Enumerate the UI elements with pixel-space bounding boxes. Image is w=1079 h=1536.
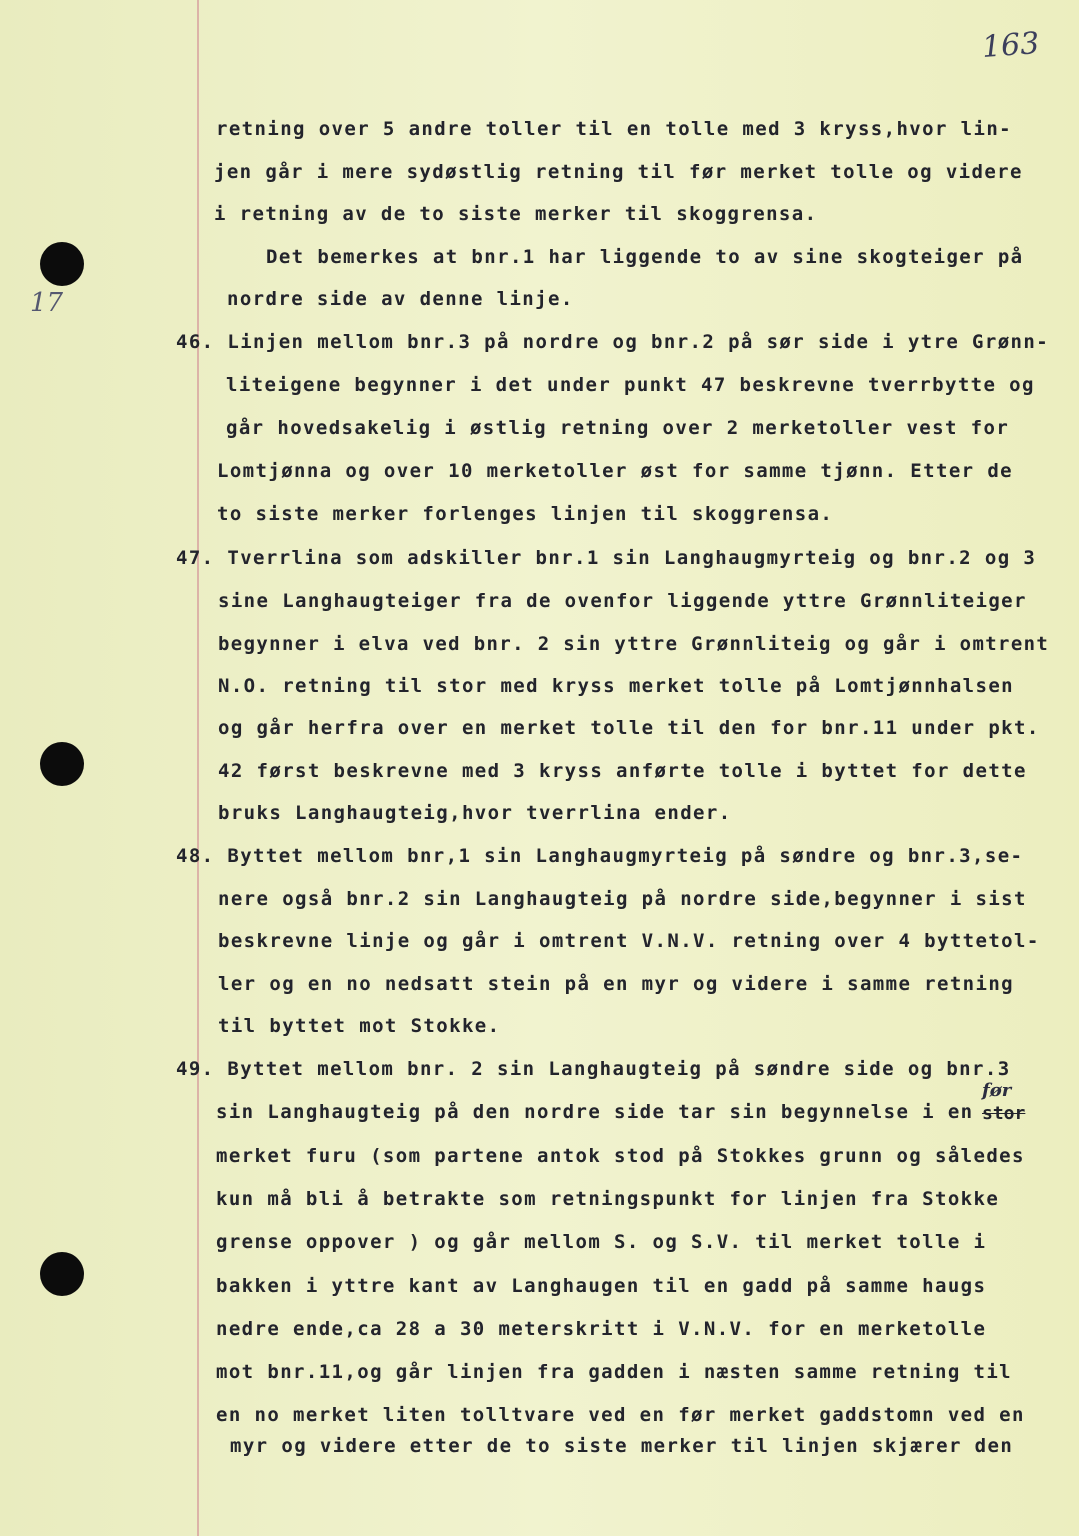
handwritten-insert: før <box>982 1080 1012 1101</box>
margin-rule <box>197 0 199 1536</box>
text-line: N.O. retning til stor med kryss merket tolle på Lomtjønnhalsen <box>218 675 1015 697</box>
text-line: liteigene begynner i det under punkt 47 beskrevne tverrbytte og <box>226 374 1035 396</box>
text-line: nordre side av denne linje. <box>227 288 574 310</box>
text-line: 47. Tverrlina som adskiller bnr.1 sin Langhaugmyrteig og bnr.2 og 3 <box>176 547 1037 569</box>
text-line: går hovedsakelig i østlig retning over 2 merketoller vest for <box>226 417 1010 439</box>
text-line: mot bnr.11,og går linjen fra gadden i næsten samme retning til <box>216 1361 1013 1383</box>
text-line: grense oppover ) og går mellom S. og S.V. til merket tolle i <box>216 1231 987 1253</box>
text-line: to siste merker forlenges linjen til skoggrensa. <box>217 503 834 525</box>
text-line: 42 først beskrevne med 3 kryss anførte tolle i byttet for dette <box>218 760 1027 782</box>
text-line: i retning av de to siste merker til skoggrensa. <box>214 203 818 225</box>
margin-note: 17 <box>30 288 64 318</box>
text-line: jen går i mere sydøstlig retning til før merket tolle og videre <box>214 161 1023 183</box>
text-line: sin Langhaugteig på den nordre side tar sin begynnelse i en <box>216 1101 974 1123</box>
text-line: retning over 5 andre toller til en tolle med 3 kryss,hvor lin- <box>216 118 1013 140</box>
text-line: begynner i elva ved bnr. 2 sin yttre Grønnliteig og går i omtrent <box>218 633 1050 655</box>
punch-hole-icon <box>40 242 84 286</box>
punch-hole-icon <box>40 742 84 786</box>
text-line: merket furu (som partene antok stod på Stokkes grunn og således <box>216 1145 1025 1167</box>
text-line: nere også bnr.2 sin Langhaugteig på nordre side,begynner i sist <box>218 888 1027 910</box>
text-line: bruks Langhaugteig,hvor tverrlina ender. <box>218 802 732 824</box>
text-line: myr og videre etter de to siste merker til linjen skjærer den <box>230 1435 1014 1457</box>
text-line: Det bemerkes at bnr.1 har liggende to av sine skogteiger på <box>266 246 1024 268</box>
text-line: kun må bli å betrakte som retningspunkt for linjen fra Stokke <box>216 1188 1000 1210</box>
text-line: bakken i yttre kant av Langhaugen til en gadd på samme haugs <box>216 1275 987 1297</box>
text-line: beskrevne linje og går i omtrent V.N.V. retning over 4 byttetol- <box>218 930 1040 952</box>
page-number: 163 <box>980 26 1041 65</box>
text-line: sine Langhaugteiger fra de ovenfor liggende yttre Grønnliteiger <box>218 590 1027 612</box>
text-line: ler og en no nedsatt stein på en myr og videre i samme retning <box>218 973 1015 995</box>
text-line: Lomtjønna og over 10 merketoller øst for samme tjønn. Etter de <box>217 460 1014 482</box>
text-line: 49. Byttet mellom bnr. 2 sin Langhaugteig på søndre side og bnr.3 <box>176 1058 1011 1080</box>
text-line: 46. Linjen mellom bnr.3 på nordre og bnr.2 på sør side i ytre Grønn- <box>176 331 1050 353</box>
text-line: 48. Byttet mellom bnr,1 sin Langhaugmyrteig på søndre og bnr.3,se- <box>176 845 1024 867</box>
text-line: til byttet mot Stokke. <box>218 1015 501 1037</box>
text-line: nedre ende,ca 28 a 30 meterskritt i V.N.V. for en merketolle <box>216 1318 987 1340</box>
text-line: en no merket liten tolltvare ved en før merket gaddstomn ved en <box>216 1404 1025 1426</box>
text-line: og går herfra over en merket tolle til den for bnr.11 under pkt. <box>218 717 1040 739</box>
punch-hole-icon <box>40 1252 84 1296</box>
struck-word: stor <box>982 1103 1026 1124</box>
